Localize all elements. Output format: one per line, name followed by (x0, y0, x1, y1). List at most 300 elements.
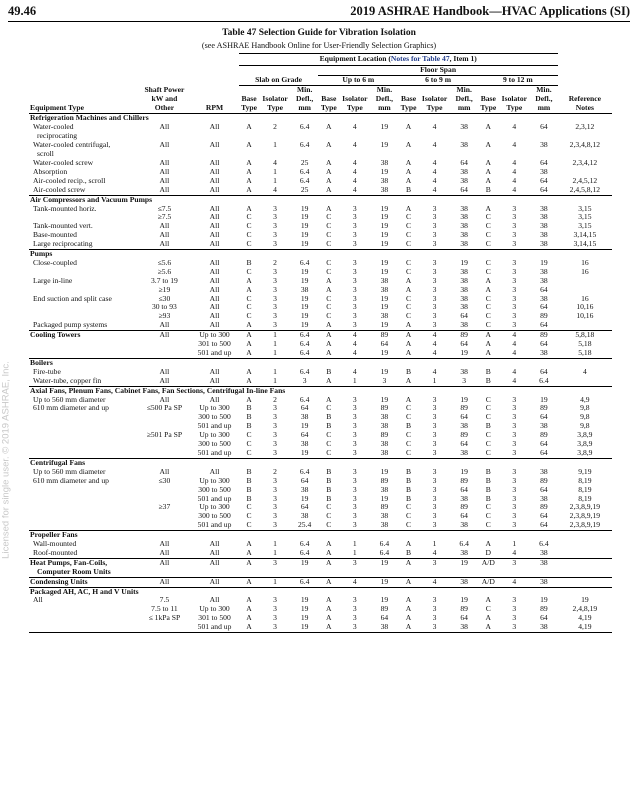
cell-span6-isolator: 4 (352, 175, 357, 185)
cell-span6-base: A (326, 375, 332, 385)
cell-span6-isolator: 3 (352, 239, 357, 249)
cell-span12-isolator: 3 (512, 595, 517, 605)
cell-span12-base: B (485, 375, 491, 385)
cell-span12-isolator: 1 (512, 539, 517, 549)
cell-span12-base: C (485, 239, 491, 249)
col-head-shaft-power: Shaft Power kW and Other (138, 85, 190, 114)
cell-span6-base: C (326, 511, 332, 521)
cell-span6-base: A (326, 339, 332, 349)
cell-span12-isolator: 3 (512, 403, 517, 413)
cell-shaft-power: All (159, 157, 170, 167)
cell-shaft-power: All (138, 558, 190, 567)
cell-span9-isolator: 4 (432, 348, 437, 357)
cell-slab-defl: 64 (300, 430, 309, 440)
cell-span9-base: A (398, 558, 419, 567)
cell-span12-isolator: 3 (512, 203, 517, 213)
cell-span9-isolator: 3 (419, 623, 450, 632)
cell-span12-isolator: 4 (512, 547, 517, 557)
table-row (29, 486, 612, 495)
cell-span6-defl: 19 (380, 239, 389, 249)
cell-span9-defl: 38 (460, 221, 468, 231)
cell-equipment-type: Tank-mounted vert. (33, 221, 93, 231)
cell-span9-isolator: 3 (432, 502, 437, 512)
table-row (29, 141, 612, 150)
cell-span6-base: A (326, 547, 332, 557)
table-row (29, 512, 612, 521)
row-label-continued: scroll (37, 149, 54, 159)
cell-slab-isolator: 3 (273, 412, 277, 422)
cell-ref-notes (558, 577, 612, 587)
cell-shaft-power: 30 to 93 (151, 302, 177, 312)
cell-span6-defl: 19 (380, 203, 389, 213)
cell-slab-defl: 6.4 (299, 348, 310, 357)
cell-ref-notes: 8,19 (578, 484, 592, 494)
cell-rpm: 300 to 500 (198, 484, 231, 494)
cell-span9-isolator: 3 (432, 604, 437, 614)
cell-equipment-type (29, 422, 138, 431)
cell-span9-defl: 38 (460, 140, 468, 150)
cell-span12-isolator: 3 (512, 421, 517, 431)
table-row (29, 132, 612, 141)
cell-span6-isolator: 1 (352, 547, 357, 557)
cell-span6-defl: 19 (380, 302, 389, 312)
cell-span12-defl: 38 (540, 348, 548, 357)
cell-span12-base: A/D (478, 577, 499, 587)
cell-ref-notes: 8,19 (578, 475, 592, 485)
cell-span12-isolator: 4 (512, 375, 517, 385)
cell-span6-defl: 6.4 (379, 539, 390, 549)
cell-slab-isolator: 1 (273, 348, 277, 357)
cell-span6-defl: 38 (380, 284, 389, 294)
cell-span9-isolator: 4 (432, 184, 437, 194)
cell-equipment-type: Absorption (33, 166, 68, 176)
cell-span9-base: A (405, 166, 412, 176)
cell-span9-base: C (405, 502, 412, 512)
cell-span6-base: C (326, 302, 332, 312)
table-row (29, 177, 612, 186)
cell-span12-base: A (485, 175, 492, 185)
cell-slab-defl: 6.4 (299, 140, 310, 150)
cell-slab-isolator: 1 (259, 331, 290, 340)
cell-span12-defl: 38 (540, 493, 548, 503)
cell-span12-isolator: 3 (512, 604, 517, 614)
cell-span6-defl: 38 (380, 511, 389, 521)
cell-span6-defl: 19 (380, 257, 389, 267)
cell-slab-defl: 19 (300, 421, 309, 431)
cell-rpm: All (209, 157, 220, 167)
cell-slab-isolator: 1 (273, 375, 277, 385)
cell-slab-defl: 19 (300, 493, 309, 503)
cell-span12-base: C (485, 430, 491, 440)
cell-span6-base: C (326, 403, 332, 413)
cell-ref-notes: 16 (581, 257, 589, 267)
cell-span6-isolator: 3 (352, 430, 357, 440)
cell-slab-base: A (246, 175, 252, 185)
cell-span12-isolator: 3 (512, 439, 517, 449)
cell-span9-base: C (405, 266, 412, 276)
cell-slab-defl: 19 (291, 623, 319, 632)
cell-span12-base: C (485, 320, 491, 330)
cell-slab-defl: 3 (302, 375, 307, 385)
cell-span9-defl: 89 (460, 502, 468, 512)
cell-slab-defl: 19 (300, 212, 309, 222)
cell-slab-base: C (246, 266, 252, 276)
cell-span12-base: A (485, 348, 492, 357)
cell-span12-base: A (485, 157, 492, 167)
cell-span6-defl: 38 (380, 311, 389, 321)
cell-span9-isolator: 3 (432, 595, 437, 605)
cell-slab-isolator: 3 (273, 613, 277, 623)
cell-span12-isolator: 3 (512, 613, 517, 623)
cell-span12-isolator: 4 (512, 184, 517, 194)
cell-span12-defl: 64 (540, 412, 548, 422)
cell-rpm: 301 to 500 (198, 339, 231, 349)
cell-span9-isolator: 3 (432, 257, 437, 267)
cell-span12-base: A/D (478, 558, 499, 567)
cell-slab-defl: 38 (300, 284, 309, 294)
cell-shaft-power: All (159, 140, 170, 150)
cell-span9-base: C (405, 439, 412, 449)
group-slab-on-grade: Slab on Grade (239, 75, 319, 85)
cell-span6-base: A (326, 175, 332, 185)
cell-slab-isolator: 3 (273, 212, 277, 222)
cell-ref-notes: 3,14,15 (573, 239, 597, 249)
table-row (29, 596, 612, 605)
col-head-reference-notes: Reference Notes (558, 85, 612, 114)
table-row (29, 312, 612, 321)
cell-slab-defl: 19 (300, 447, 309, 457)
cell-span12-base: A (485, 275, 492, 285)
header-rule (8, 21, 630, 22)
cell-span6-defl: 38 (380, 412, 389, 422)
cell-span9-isolator: 3 (432, 403, 437, 413)
cell-span6-isolator: 3 (352, 447, 357, 457)
cell-span6-base: A (326, 275, 332, 285)
cell-equipment-type: Large in-line (33, 275, 73, 285)
cell-span6-base: B (326, 484, 332, 494)
col-head-isolator-type: Isolator Type (259, 85, 290, 114)
cell-span12-defl: 19 (540, 394, 548, 404)
cell-shaft-power: All (159, 366, 170, 376)
cell-equipment-type (29, 303, 138, 312)
cell-span9-base: A (405, 375, 412, 385)
cell-slab-defl: 38 (300, 511, 309, 521)
cell-slab-defl: 6.4 (299, 339, 310, 349)
cell-span6-isolator: 4 (352, 366, 357, 376)
cell-span12-isolator: 3 (512, 475, 517, 485)
cell-span12-defl: 6.4 (539, 539, 549, 549)
cell-span12-base: A (485, 284, 492, 294)
cell-span6-isolator: 3 (352, 320, 357, 330)
table-row (29, 259, 612, 268)
section-heading: Propeller Fans (29, 531, 612, 540)
cell-slab-base: C (246, 302, 252, 312)
cell-equipment-type (29, 431, 138, 440)
cell-span9-defl: 64 (460, 613, 468, 623)
cell-slab-base: C (246, 520, 252, 530)
cell-shaft-power: All (159, 184, 170, 194)
cell-slab-base: A (246, 203, 252, 213)
cell-shaft-power (138, 349, 190, 358)
cell-rpm: All (209, 539, 220, 549)
cell-span9-defl: 38 (460, 266, 468, 276)
table-row (29, 540, 612, 549)
cell-span6-base: C (326, 502, 332, 512)
cell-span9-defl: 38 (460, 166, 468, 176)
cell-span6-defl: 38 (371, 623, 399, 632)
table-notes-link[interactable]: Notes for Table 47 (390, 54, 450, 63)
cell-ref-notes (558, 377, 612, 386)
cell-slab-defl: 6.4 (299, 466, 310, 476)
cell-span12-isolator: 3 (512, 394, 517, 404)
cell-slab-base: B (246, 421, 252, 431)
cell-span9-base: C (405, 511, 412, 521)
cell-slab-isolator: 2 (273, 466, 277, 476)
cell-span12-isolator: 3 (512, 493, 517, 503)
cell-span9-base: A (405, 595, 412, 605)
cell-slab-base: A (246, 539, 252, 549)
cell-span9-base: A (398, 331, 419, 340)
cell-span9-isolator: 4 (419, 577, 450, 587)
table-row (29, 605, 612, 614)
cell-slab-defl: 38 (300, 484, 309, 494)
cell-span6-base: A (326, 604, 332, 614)
cell-span12-isolator: 3 (512, 520, 517, 530)
cell-span6-base: A (318, 558, 339, 567)
cell-span6-defl: 6.4 (379, 547, 390, 557)
table-row (29, 186, 612, 195)
table-row (29, 168, 612, 177)
cell-span12-base: A (485, 539, 492, 549)
cell-span6-defl: 19 (380, 140, 389, 150)
cell-span9-base: B (405, 493, 412, 503)
cell-slab-base: C (246, 502, 252, 512)
cell-shaft-power: ≤500 Pa SP (146, 403, 183, 413)
cell-span12-defl: 64 (540, 484, 548, 494)
cell-span6-isolator: 3 (352, 493, 357, 503)
cell-equipment-type: Air-cooled screw (33, 184, 86, 194)
cell-span9-isolator: 3 (432, 212, 437, 222)
cell-span6-isolator: 3 (352, 257, 357, 267)
cell-span9-defl: 38 (460, 275, 468, 285)
section-heading: Refrigeration Machines and Chillers (29, 114, 612, 123)
cell-span6-base: A (326, 394, 332, 404)
cell-span6-defl: 38 (380, 175, 389, 185)
cell-equipment-type (29, 512, 138, 521)
cell-span6-isolator: 4 (352, 166, 357, 176)
cell-span12-base: C (485, 230, 491, 240)
cell-shaft-power (138, 449, 190, 458)
cell-span6-isolator: 3 (352, 613, 357, 623)
cell-rpm: Up to 300 (199, 430, 230, 440)
cell-span6-base: A (318, 577, 339, 587)
cell-span6-defl: 19 (380, 212, 389, 222)
cell-span6-defl: 19 (380, 320, 389, 330)
cell-slab-isolator: 3 (273, 595, 277, 605)
cell-ref-notes (558, 558, 612, 567)
cell-span12-base: C (485, 447, 491, 457)
cell-span6-base: A (326, 284, 332, 294)
section-row (29, 358, 612, 367)
cell-span6-isolator: 4 (352, 122, 357, 132)
cell-equipment-type: End suction and split case (33, 293, 112, 303)
cell-slab-defl: 19 (300, 320, 309, 330)
cell-slab-isolator: 3 (273, 284, 277, 294)
cell-span6-isolator: 4 (339, 577, 370, 587)
cell-ref-notes: 3,8,9 (577, 447, 593, 457)
cell-span6-isolator: 3 (352, 275, 357, 285)
cell-span12-defl: 89 (540, 311, 548, 321)
cell-span6-isolator: 3 (352, 394, 357, 404)
cell-span12-defl: 64 (540, 284, 548, 294)
cell-span9-defl: 64 (460, 484, 468, 494)
cell-shaft-power: ≥19 (158, 284, 171, 294)
cell-span12-base: A (485, 203, 492, 213)
cell-span9-base: C (405, 520, 412, 530)
cell-ref-notes: 3,8,9 (577, 430, 593, 440)
cell-shaft-power: All (159, 547, 170, 557)
cell-shaft-power (138, 521, 190, 530)
cell-span12-isolator: 4 (512, 366, 517, 376)
cell-span9-defl: 64 (460, 311, 468, 321)
section-row (29, 114, 612, 123)
cell-slab-isolator: 3 (273, 203, 277, 213)
table-row (29, 349, 612, 358)
cell-span6-defl: 89 (371, 331, 399, 340)
cell-ref-notes: 3,15 (578, 221, 592, 231)
cell-slab-isolator: 1 (273, 339, 277, 349)
cell-span6-defl: 19 (371, 577, 399, 587)
cell-slab-base: C (246, 221, 252, 231)
cell-slab-base: A (246, 320, 252, 330)
cell-span9-isolator: 3 (432, 466, 437, 476)
cell-span12-defl: 38 (540, 140, 548, 150)
col-head-base-type: Base Type (239, 85, 260, 114)
cell-span6-defl: 38 (380, 421, 389, 431)
cell-slab-base: C (246, 447, 252, 457)
cell-rpm: All (209, 221, 220, 231)
cell-span6-isolator: 3 (352, 421, 357, 431)
cell-span6-defl: 64 (380, 613, 389, 623)
cell-span9-base: A (405, 613, 412, 623)
floor-span-header: Floor Span (318, 65, 557, 75)
cell-span12-defl: 38 (540, 239, 548, 249)
section-row (29, 195, 612, 204)
cell-slab-defl: 19 (300, 275, 309, 285)
cell-span9-defl: 38 (460, 230, 468, 240)
cell-shaft-power (138, 413, 190, 422)
cell-slab-base: A (246, 375, 252, 385)
cell-shaft-power: ≤5.6 (157, 257, 172, 267)
cell-slab-base: A (246, 595, 252, 605)
cell-span9-defl: 38 (450, 577, 478, 587)
cell-ref-notes: 10,16 (576, 311, 594, 321)
cell-span9-isolator: 3 (432, 412, 437, 422)
cell-span12-isolator: 3 (512, 212, 517, 222)
table-row (29, 440, 612, 449)
cell-span12-isolator: 4 (512, 157, 517, 167)
cell-equipment-type (29, 413, 138, 422)
cell-ref-notes: 2,3,4,8,12 (569, 140, 601, 150)
cell-ref-notes: 4,19 (578, 613, 592, 623)
cell-span12-isolator: 3 (512, 275, 517, 285)
cell-span6-defl: 38 (380, 184, 389, 194)
running-head-title: 2019 ASHRAE Handbook—HVAC Applications (SI) (350, 4, 630, 18)
cell-slab-defl: 19 (300, 595, 309, 605)
col-head-base-type: Base Type (398, 85, 419, 114)
cell-equipment-type: Close-coupled (33, 257, 77, 267)
cell-slab-base: B (246, 466, 252, 476)
cell-span6-base: A (326, 320, 332, 330)
cell-span12-isolator: 4 (499, 577, 530, 587)
cell-rpm: All (209, 140, 220, 150)
table-row (29, 295, 612, 304)
cell-rpm: All (209, 175, 220, 185)
cell-span12-defl: 38 (540, 466, 548, 476)
cell-span12-base: C (485, 604, 491, 614)
cell-equipment-type: All (33, 595, 43, 605)
cell-span12-base: A (485, 166, 492, 176)
cell-span12-defl: 38 (540, 212, 548, 222)
cell-slab-defl: 25 (300, 184, 309, 194)
cell-span12-defl: 38 (540, 275, 548, 285)
cell-slab-base: A (239, 623, 260, 632)
cell-span12-base: A (485, 339, 492, 349)
cell-span9-base: B (405, 366, 412, 376)
cell-slab-defl: 64 (300, 475, 309, 485)
section-row (29, 577, 612, 587)
cell-ref-notes: 2,4,8,19 (572, 604, 598, 614)
cell-equipment-type (29, 340, 138, 349)
cell-ref-notes: 2,3,4,12 (572, 157, 598, 167)
cell-rpm: 501 and up (190, 623, 238, 632)
cell-slab-base: B (246, 403, 252, 413)
cell-rpm: 300 to 500 (198, 412, 231, 422)
cell-span9-defl: 19 (450, 558, 478, 567)
cell-slab-isolator: 3 (273, 604, 277, 614)
table-row (29, 123, 612, 132)
cell-ref-notes: 2,3,8,9,19 (569, 502, 601, 512)
cell-shaft-power: All (159, 394, 170, 404)
cell-equipment-type (29, 440, 138, 449)
table-row (29, 396, 612, 405)
cell-shaft-power: ≥93 (158, 311, 171, 321)
cell-span6-defl: 19 (380, 348, 389, 357)
cell-span9-defl: 38 (460, 421, 468, 431)
cell-slab-base: A (246, 284, 252, 294)
cell-span6-defl: 19 (380, 166, 389, 176)
cell-slab-defl: 6.4 (299, 122, 310, 132)
group-9-to-12m: 9 to 12 m (478, 75, 558, 85)
cell-span6-defl: 19 (380, 266, 389, 276)
cell-slab-isolator: 3 (273, 475, 277, 485)
cell-span12-base: C (485, 212, 491, 222)
cell-span6-base: A (326, 595, 332, 605)
col-head-equipment-type: Equipment Type (29, 85, 138, 114)
table-row (29, 431, 612, 440)
cell-shaft-power: All (159, 320, 170, 330)
cell-shaft-power: All (159, 122, 170, 132)
cell-span9-base: A (405, 539, 412, 549)
cell-rpm: All (209, 230, 220, 240)
cell-span12-isolator: 3 (512, 484, 517, 494)
cell-rpm: 501 and up (197, 348, 232, 357)
cell-span6-isolator: 3 (352, 302, 357, 312)
section-heading: Packaged AH, AC, H and V Units (29, 587, 612, 596)
equipment-location-header: Equipment Location (Notes for Table 47, Item 1) (239, 54, 558, 66)
cell-slab-base: A (246, 166, 252, 176)
cell-equipment-type: 610 mm diameter and up (33, 475, 109, 485)
